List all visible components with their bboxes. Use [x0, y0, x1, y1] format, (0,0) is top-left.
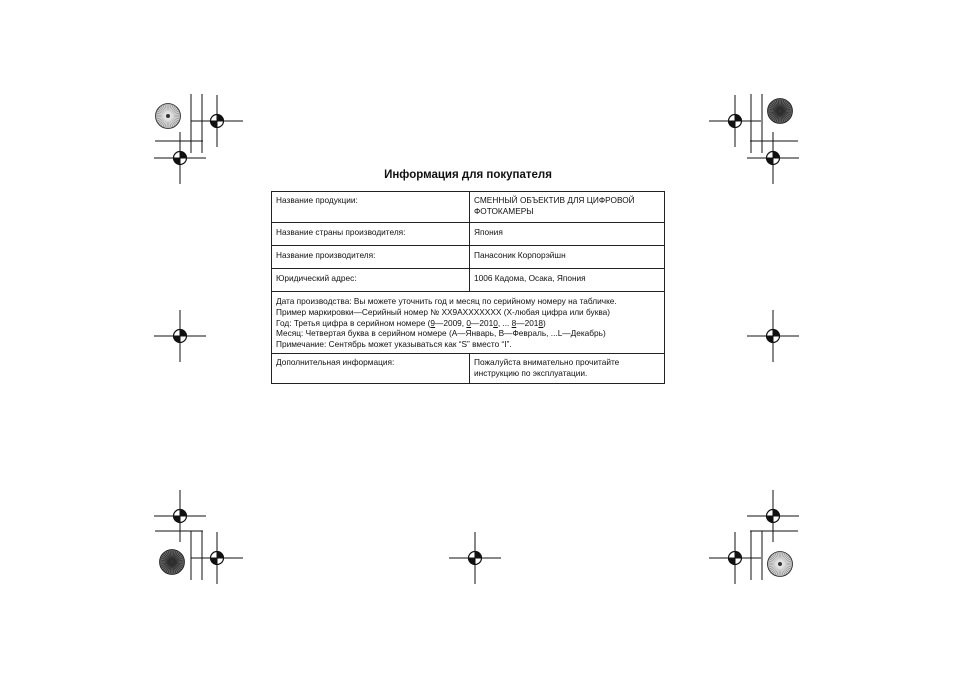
country-label: Название страны производителя: — [272, 223, 470, 246]
page-title: Информация для покупателя — [384, 169, 552, 181]
registration-target-icon — [154, 490, 206, 542]
country-value: Япония — [470, 223, 665, 246]
registration-target-icon — [449, 532, 501, 584]
date-line-5: Примечание: Сентябрь может указываться как “S” вместо “I”. — [276, 339, 512, 350]
buyer-info-table — [271, 191, 665, 384]
production-date-info — [272, 292, 665, 354]
product-name-label: Название продукции: — [272, 192, 470, 223]
table-row — [272, 292, 665, 354]
address-value: 1006 Кадома, Осака, Япония — [470, 269, 665, 292]
additional-info-value: Пожалуйста внимательно прочитайте инструкцию по эксплуатации. — [470, 354, 665, 384]
registration-target-icon — [709, 532, 761, 584]
registration-target-icon — [747, 490, 799, 542]
registration-target-icon — [709, 95, 761, 147]
table-row — [272, 223, 665, 246]
date-line-3: Год: Третья цифра в серийном номере (9—2009, 0—2010, ... 8—2018) — [276, 317, 546, 328]
address-label: Юридический адрес: — [272, 269, 470, 292]
registration-target-icon — [747, 310, 799, 362]
registration-target-icon — [191, 532, 243, 584]
color-wheel-icon — [768, 552, 793, 577]
table-row — [272, 269, 665, 292]
registration-target-icon — [747, 132, 799, 184]
manufacturer-label: Название производителя: — [272, 246, 470, 269]
registration-target-icon — [154, 310, 206, 362]
color-wheel-icon — [156, 104, 181, 129]
table-row — [272, 246, 665, 269]
date-line-1: Дата производства: Вы можете уточнить год и месяц по серийному номеру на табличке. — [276, 296, 617, 306]
date-line-2: Пример маркировки—Серийный номер № XX9AXXXXXXX (X-любая цифра или буква) — [276, 306, 611, 317]
color-wheel-icon — [768, 99, 793, 124]
registration-target-icon — [191, 95, 243, 147]
registration-target-icon — [154, 132, 206, 184]
additional-info-label: Дополнительная информация: — [272, 354, 470, 384]
product-name-value: СМЕННЫЙ ОБЪЕКТИВ ДЛЯ ЦИФРОВОЙ ФОТОКАМЕРЫ — [470, 192, 665, 223]
table-row — [272, 192, 665, 223]
color-wheel-icon — [160, 550, 185, 575]
date-line-4: Месяц: Четвертая буква в серийном номере (A—Январь, B—Февраль, ...L—Декабрь) — [276, 328, 606, 339]
table-row — [272, 354, 665, 384]
manufacturer-value: Панасоник Корпорэйшн — [470, 246, 665, 269]
